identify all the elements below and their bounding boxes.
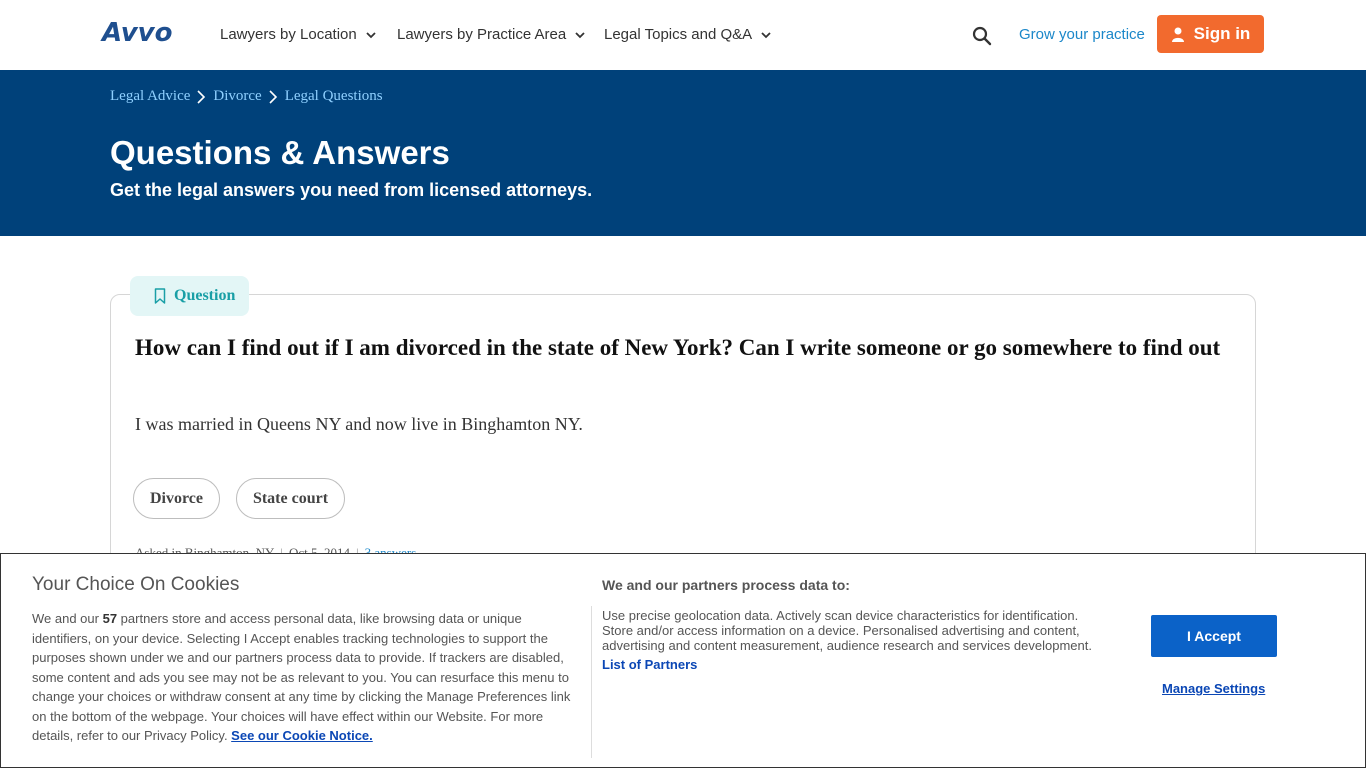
breadcrumb-legal-questions[interactable]: Legal Questions: [284, 88, 383, 104]
avvo-logo[interactable]: Avvo: [102, 18, 173, 48]
list-of-partners-link[interactable]: List of Partners: [602, 657, 698, 672]
breadcrumb: [110, 88, 383, 105]
chevron-right-icon: [196, 90, 206, 104]
manage-settings-link[interactable]: Manage Settings: [1162, 681, 1266, 696]
cookie-text-part: partners store and access personal data, like browsing data or unique identifiers, on your device. Selecting I Accept enables tracking technologies to support the purposes shown under we and our partners process data to provide. If trackers are disabled, some content and ads you see may not be as relevant to you. You can resurface this menu to change your choices or withdraw consent at any time by clicking the Manage Preferences link on the bottom of the webpage. Your choices will have effect within our Website. For more details, refer to our Privacy Policy.: [32, 611, 571, 743]
purposes-list: Use precise geolocation data. Actively scan device characteristics for identification. Store and/or access information on a device. Personalised advertising and content, advertising and content measurement, audience research and services development.: [602, 608, 1092, 653]
page-subtitle: Get the legal answers you need from licensed attorneys.: [110, 180, 593, 200]
nav-legal-topics[interactable]: [604, 26, 772, 43]
nav-lawyers-by-practice-area[interactable]: [397, 26, 586, 43]
page-title: Questions & Answers: [110, 134, 450, 171]
cookie-description: [32, 609, 577, 746]
accept-cookies-button[interactable]: I Accept: [1151, 615, 1277, 657]
cookie-title: Your Choice On Cookies: [32, 574, 240, 595]
chevron-down-icon: [574, 29, 586, 41]
divider: [591, 606, 592, 758]
topic-chip-state-court[interactable]: State court: [236, 478, 345, 519]
purposes-heading: We and our partners process data to:: [602, 577, 850, 593]
question-title: How can I find out if I am divorced in the state of New York? Can I write someone or go somewhere to find out: [135, 335, 1221, 360]
sign-in-button[interactable]: [1157, 15, 1264, 53]
cookie-consent-banner: [0, 553, 1366, 768]
chevron-down-icon: [365, 29, 377, 41]
user-icon: [1171, 27, 1185, 42]
cookie-text-part: We and our: [32, 611, 103, 626]
question-tag-label: Question: [174, 287, 236, 304]
cookie-notice-link[interactable]: See our Cookie Notice.: [231, 728, 373, 743]
partner-count: 57: [102, 611, 118, 626]
question-body: I was married in Queens NY and now live in Binghamton NY.: [135, 414, 583, 434]
topic-chip-divorce[interactable]: Divorce: [133, 478, 220, 519]
chevron-down-icon: [760, 29, 772, 41]
nav-lawyers-by-location[interactable]: [220, 26, 377, 43]
nav-label: Legal Topics and Q&A: [604, 26, 753, 43]
nav-label: Lawyers by Location: [220, 26, 357, 43]
nav-label: Lawyers by Practice Area: [397, 26, 567, 43]
breadcrumb-legal-advice[interactable]: Legal Advice: [110, 88, 191, 104]
breadcrumb-divorce[interactable]: Divorce: [213, 88, 262, 104]
grow-your-practice-link[interactable]: Grow your practice: [1019, 26, 1145, 43]
sign-in-label: Sign in: [1193, 24, 1251, 43]
search-icon[interactable]: [972, 26, 992, 46]
top-navigation: [0, 0, 1366, 70]
question-tag: [130, 276, 249, 316]
chevron-right-icon: [268, 90, 278, 104]
hero-banner: [0, 70, 1366, 236]
bookmark-icon: [154, 288, 166, 304]
